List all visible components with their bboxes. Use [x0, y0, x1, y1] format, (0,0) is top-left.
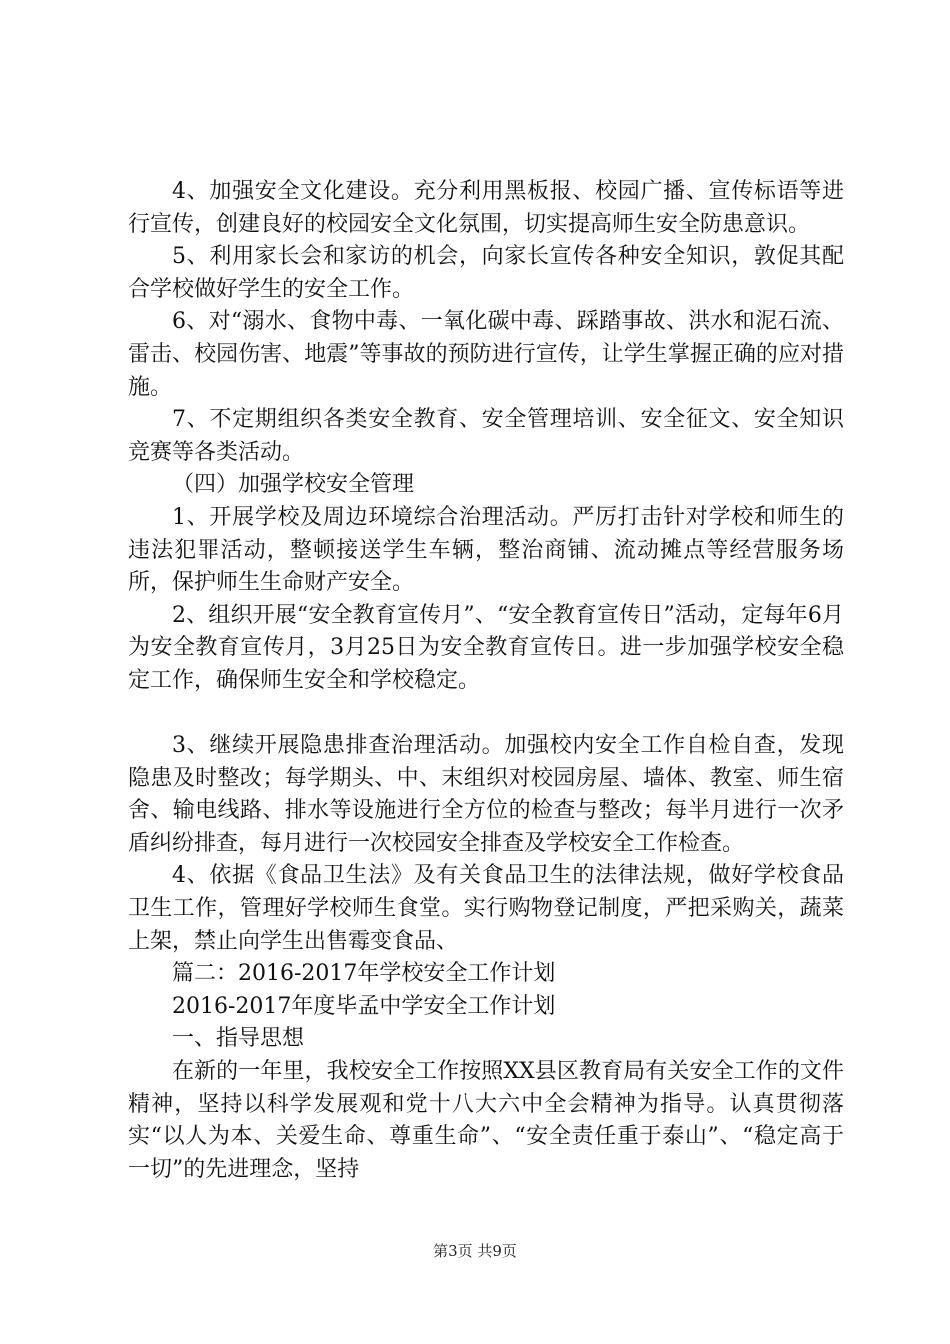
section-heading-guiding-ideology: 一、指导思想: [172, 1026, 305, 1052]
document-body: [128, 176, 844, 1186]
paragraph-accident-prevention: 6、对“溺水、食物中毒、一氧化碳中毒、踩踏事故、洪水和泥石流、雷击、校园伤害、地震”等事故的预防进行宣传，让学生掌握正确的应对措施。: [128, 309, 844, 400]
paragraph-environment-governance: 1、开展学校及周边环境综合治理活动。严厉打击针对学校和师生的违法犯罪活动，整顿接送学生车辆，整治商铺、流动摊点等经营服务场所，保护师生生命财产安全。: [128, 504, 844, 596]
paragraph-parent-meetings: 5、利用家长会和家访的机会，向家长宣传各种安全知识，敦促其配合学校做好学生的安全工作。: [128, 244, 844, 302]
paragraph-culture-building: 4、加强安全文化建设。充分利用黑板报、校园广播、宣传标语等进行宣传，创建良好的校园安全文化氛围，切实提高师生安全防患意识。: [128, 179, 844, 237]
section-heading-safety-management: （四）加强学校安全管理: [172, 472, 415, 498]
paragraph-education-month: 2、组织开展“安全教育宣传月”、“安全教育宣传日”活动，定每年6月为安全教育宣传月，3月25日为安全教育宣传日。进一步加强学校安全稳定工作，确保师生安全和学校稳定。: [128, 602, 844, 693]
paragraph-guiding-ideology: 在新的一年里，我校安全工作按照XX县区教育局有关安全工作的文件精神，坚持以科学发展观和党十八大六中全会精神为指导。认真贯彻落实“以人为本、关爱生命、尊重生命”、“安全责任重于泰山”、“稳定高于一切”的先进理念，坚持: [128, 1059, 844, 1182]
page-number-footer: 第3页 共9页: [433, 1242, 517, 1260]
paragraph-training-activities: 7、不定期组织各类安全教育、安全管理培训、安全征文、安全知识竞赛等各类活动。: [128, 407, 844, 465]
paragraph-food-hygiene: 4、依据《食品卫生法》及有关食品卫生的法律法规，做好学校食品卫生工作，管理好学校师生食堂。实行购物登记制度，严把采购关，蔬菜上架，禁止向学生出售霉变食品、: [128, 863, 844, 954]
chapter-two-title: 篇二：2016-2017年学校安全工作计划: [172, 961, 556, 987]
plan-title: 2016-2017年度毕孟中学安全工作计划: [172, 993, 556, 1019]
paragraph-hazard-inspection: 3、继续开展隐患排查治理活动。加强校内安全工作自检自查，发现隐患及时整改；每学期头、中、末组织对校园房屋、墙体、教室、师生宿舍、输电线路、排水等设施进行全方位的检查与整改；每半月进行一次矛盾纠纷排查，每月进行一次校园安全排查及学校安全工作检查。: [128, 733, 844, 856]
